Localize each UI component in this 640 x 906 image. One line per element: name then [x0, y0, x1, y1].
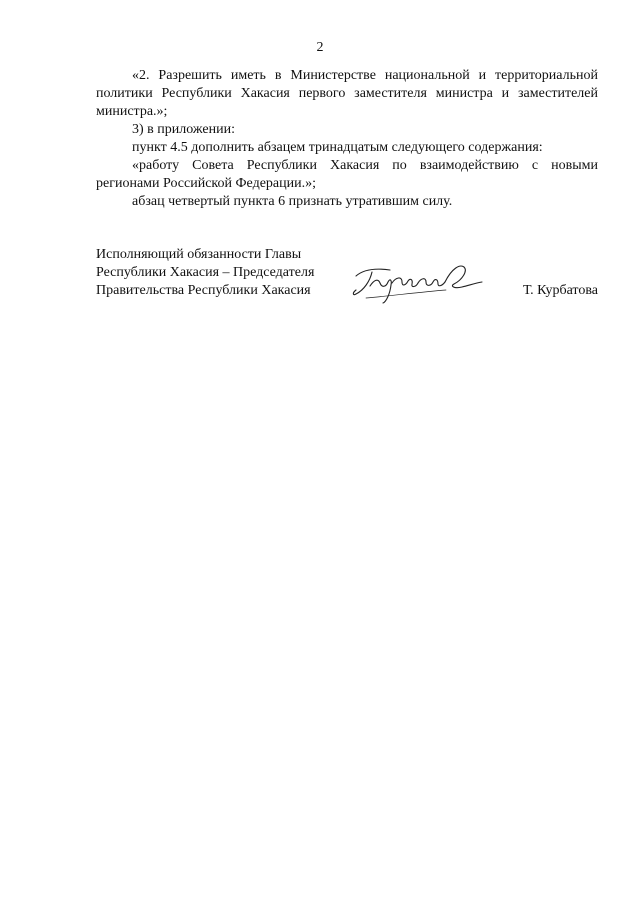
paragraph-council-work: «работу Совета Республики Хакасия по взаимодействию с новыми регионами Российской Федерации.»; — [96, 158, 598, 191]
signer-title — [96, 246, 336, 300]
paragraph-permission: «2. Разрешить иметь в Министерстве национальной и территориальной политики Республики Хакасия первого заместителя министра и заместителей министра.»; — [96, 68, 598, 119]
signature-block — [96, 246, 598, 306]
signer-title-line: Республики Хакасия – Председателя — [96, 265, 315, 280]
handwritten-signature — [350, 256, 486, 306]
signer-title-line: Исполняющий обязанности Главы — [96, 247, 302, 262]
page-number: 2 — [316, 40, 324, 55]
paragraph-item-3: 3) в приложении: — [132, 122, 235, 137]
paragraph-point-6: абзац четвертый пункта 6 признать утратившим силу. — [132, 194, 453, 209]
signer-name: Т. Курбатова — [523, 283, 598, 298]
paragraph-point-4-5: пункт 4.5 дополнить абзацем тринадцатым следующего содержания: — [132, 140, 543, 155]
document-body — [96, 67, 598, 211]
signer-title-line: Правительства Республики Хакасия — [96, 283, 311, 298]
